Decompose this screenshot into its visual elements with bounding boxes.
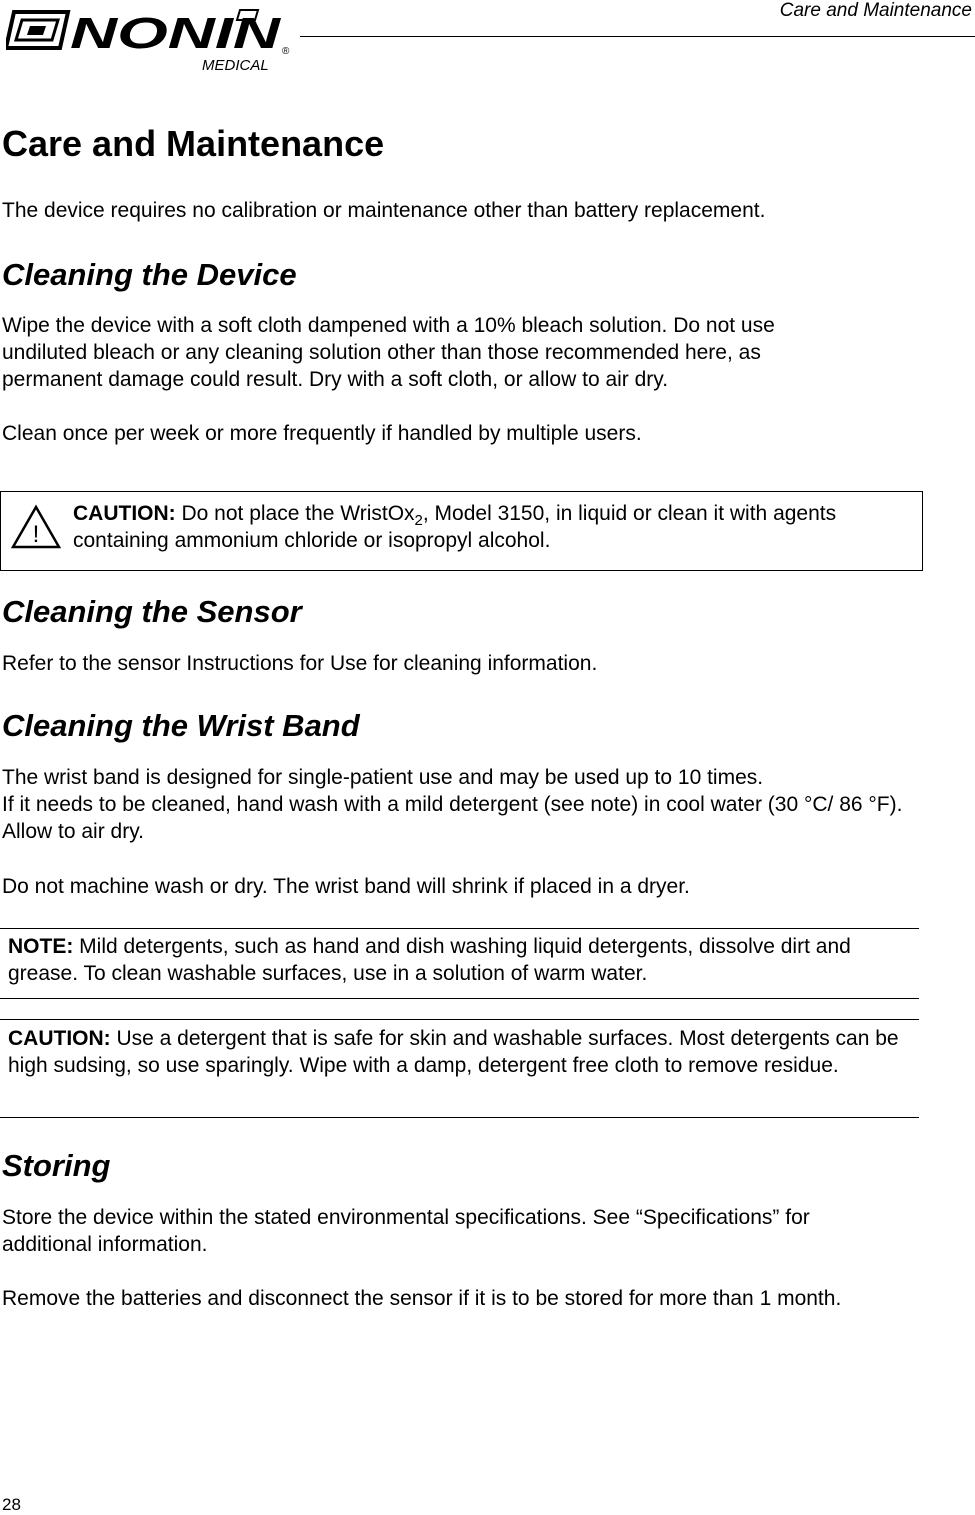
- caution-icon: [11, 504, 61, 550]
- cleaning-device-heading: Cleaning the Device: [2, 257, 297, 292]
- running-header-title: Care and Maintenance: [779, 0, 972, 21]
- caution-detergent-bottom-rule: [0, 1117, 919, 1118]
- nonin-medical-logo: [6, 8, 296, 72]
- cleaning-sensor-heading: Cleaning the Sensor: [2, 594, 302, 629]
- page-number: 28: [2, 1495, 21, 1514]
- nonin-logo-icon: [6, 8, 296, 72]
- note-top-rule: [0, 928, 919, 929]
- band-wash-line: If it needs to be cleaned, hand wash with a mild detergent (see note) in cool water (30 °C/ 86 °F). Allow to air dry.: [2, 793, 903, 843]
- caution-detergent-top-rule: [0, 1019, 919, 1020]
- note-bottom-rule: [0, 998, 919, 999]
- caution-detergent-body: Use a detergent that is safe for skin and washable surfaces. Most detergents can be high sudsing, so use sparingly. Wipe with a damp, detergent free cloth to remove residue.: [8, 1027, 899, 1077]
- caution-text-b: , Model 3150, in liquid or clean it with agents containing ammonium chloride or isopropyl alcohol.: [73, 502, 837, 552]
- band-usage-line: The wrist band is designed for single-patient use and may be used up to 10 times.: [2, 766, 764, 789]
- caution-detergent-label: CAUTION:: [8, 1027, 111, 1050]
- page-title: Care and Maintenance: [2, 123, 385, 164]
- caution-icon-glyph: !: [32, 521, 40, 548]
- logo-registered-mark: ®: [282, 46, 290, 57]
- cleaning-band-heading: Cleaning the Wrist Band: [2, 708, 360, 743]
- storing-paragraph: Store the device within the stated environmental specifications. See “Specifications” for additional information.: [2, 1206, 810, 1256]
- cleaning-sensor-paragraph: Refer to the sensor Instructions for Use for cleaning information.: [2, 652, 598, 675]
- header-rule: [300, 36, 975, 37]
- caution-text-a: Do not place the WristOx: [175, 502, 415, 525]
- note-label: NOTE:: [8, 935, 74, 958]
- logo-sub-text: MEDICAL: [202, 57, 269, 72]
- caution-subscript: 2: [414, 512, 423, 529]
- caution-detergent-text: [8, 1025, 913, 1079]
- storing-battery-paragraph: Remove the batteries and disconnect the sensor if it is to be stored for more than 1 month.: [2, 1287, 842, 1310]
- band-dryer-paragraph: Do not machine wash or dry. The wrist band will shrink if placed in a dryer.: [2, 875, 690, 898]
- cleaning-frequency-paragraph: Clean once per week or more frequently if handled by multiple users.: [2, 422, 642, 445]
- logo-brand-text: NONIN: [70, 9, 282, 58]
- caution-device-text: [73, 500, 918, 554]
- caution-label: CAUTION:: [73, 502, 176, 525]
- note-body: Mild detergents, such as hand and dish washing liquid detergents, dissolve dirt and grease. To clean washable surfaces, use in a solution of warm water.: [8, 935, 851, 985]
- cleaning-device-paragraph: Wipe the device with a soft cloth dampened with a 10% bleach solution. Do not use undiluted bleach or any cleaning solution other than those recommended here, as permanent damage could result. Dry with a soft cloth, or allow to air dry.: [2, 314, 775, 391]
- note-text: [8, 933, 893, 987]
- storing-heading: Storing: [2, 1148, 111, 1183]
- intro-paragraph: The device requires no calibration or maintenance other than battery replacement.: [2, 199, 766, 222]
